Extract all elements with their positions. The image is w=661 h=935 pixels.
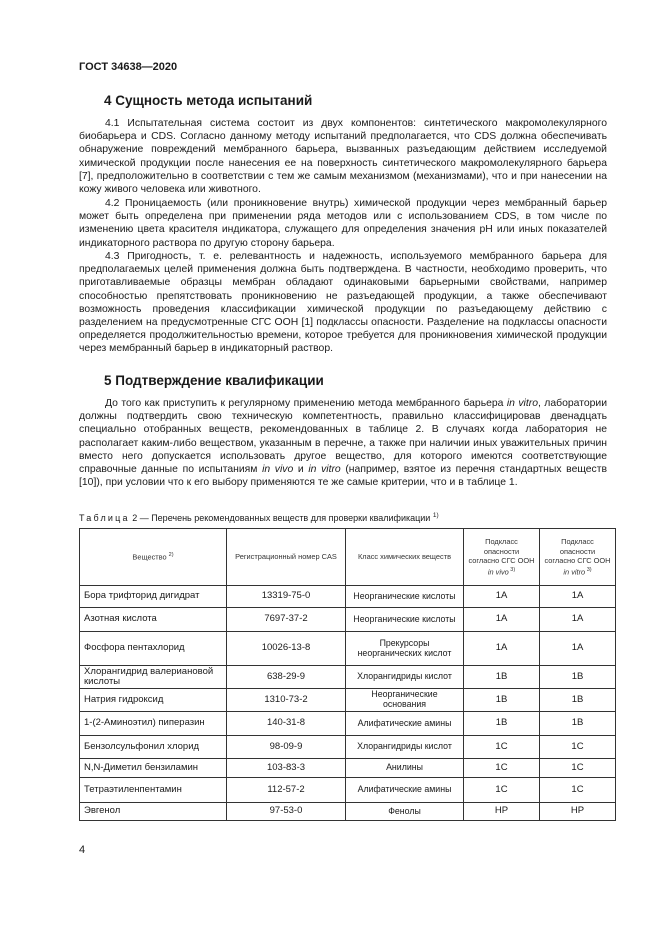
cell-cas: 1310-73-2 <box>227 689 346 712</box>
cell-substance: Хлорангидрид валериановой кислоты <box>80 666 227 689</box>
table-header-row <box>80 529 616 586</box>
cell-in-vitro: 1A <box>540 632 616 666</box>
substances-table <box>79 528 616 821</box>
cell-in-vivo: 1B <box>464 689 540 712</box>
cell-class: Неорганические основания <box>346 689 464 712</box>
p5-text-e: и <box>293 464 309 476</box>
cell-class: Неорганические кислоты <box>346 608 464 632</box>
cell-in-vitro: 1B <box>540 689 616 712</box>
header-vivo-text: Подкласс опасности согласно СГС ООН <box>468 537 535 566</box>
p5-italic-b: in vitro <box>506 398 538 409</box>
p5-text-a: До того как приступить к регулярному применению метода мембранного барьера <box>105 398 507 409</box>
header-substance <box>80 529 227 586</box>
cell-cas: 7697-37-2 <box>227 608 346 632</box>
table-row <box>80 803 616 821</box>
p5-text-c: , лаборатории должны подтвердить свою техническую компетентность, правильно классифицировав двенадцать специально отобранных веществ, рекомендованных в таблице 2. В случаях когда лаборатория не располагает каким-либо веществом, указанным в перечне, а также при наличии иных уважительных причин вместо него допускается использовать другое вещество, для которого имеются соответствующие справочные данные по испытаниям <box>79 398 607 476</box>
table-row <box>80 608 616 632</box>
cell-in-vivo: НР <box>464 803 540 821</box>
cell-in-vitro: 1B <box>540 712 616 736</box>
document-id: ГОСТ 34638—2020 <box>79 61 178 73</box>
header-vitro-text: Подкласс опасности согласно СГС ООН <box>544 537 611 566</box>
cell-in-vitro: 1C <box>540 736 616 759</box>
cell-substance: Тетраэтиленпентамин <box>80 778 227 803</box>
cell-class: Хлорангидриды кислот <box>346 666 464 689</box>
cell-class: Неорганические кислоты <box>346 586 464 608</box>
page-number: 4 <box>79 844 86 856</box>
cell-in-vivo: 1B <box>464 712 540 736</box>
p5-text-g: (например, взятое из перечня стандартных веществ [10]), при условии что к его выбору применяются те же самые критерии, что и в таблице 1. <box>79 464 608 489</box>
header-substance-text: Вещество <box>132 552 169 562</box>
header-cas: Регистрационный номер CAS <box>227 529 346 586</box>
paragraph-5 <box>79 397 607 489</box>
cell-in-vitro: 1A <box>540 586 616 608</box>
header-vivo-italic: in vivo <box>487 567 509 577</box>
cell-cas: 13319-75-0 <box>227 586 346 608</box>
header-vitro-note: 3) <box>585 566 592 573</box>
caption-note: 1) <box>432 512 439 519</box>
cell-class: Алифатические амины <box>346 712 464 736</box>
cell-cas: 98-09-9 <box>227 736 346 759</box>
section-4-title: 4 Сущность метода испытаний <box>104 93 313 108</box>
cell-substance: Бензолсульфонил хлорид <box>80 736 227 759</box>
cell-in-vitro: 1A <box>540 608 616 632</box>
table-row <box>80 632 616 666</box>
cell-substance: Эвгенол <box>80 803 227 821</box>
header-in-vitro <box>540 529 616 586</box>
cell-substance: Азотная кислота <box>80 608 227 632</box>
paragraph-4-3: 4.3 Пригодность, т. е. релевантность и надежность, используемого мембранного барьера для предполагаемых целей применения должна быть подтверждена. В частности, необходимо проверить, что приготавливаемые образцы мембран обладают одинаковыми барьерными свойствами, например способностью препятствовать проникновению не разъедающей продукции, а также обеспечивают возможность проведения классификации химической продукции по разъедающему действию с разделением на предусмотренные СГС ООН [1] подклассы опасности. Разделение на подклассы опасности определяется продолжительностью времени, которое требуется для проникновения химической продукции через мембранный барьер в индикаторный раствор. <box>79 251 607 355</box>
caption-text: 2 — Перечень рекомендованных веществ для проверки квалификации <box>129 513 433 523</box>
cell-in-vivo: 1C <box>464 759 540 778</box>
cell-in-vitro: 1B <box>540 666 616 689</box>
table-row <box>80 689 616 712</box>
cell-in-vivo: 1C <box>464 778 540 803</box>
table-row <box>80 778 616 803</box>
header-vivo-note: 3) <box>508 566 516 573</box>
table-row <box>80 712 616 736</box>
cell-substance: Натрия гидроксид <box>80 689 227 712</box>
cell-substance: Бора трифторид дигидрат <box>80 586 227 608</box>
cell-cas: 97-53-0 <box>227 803 346 821</box>
cell-in-vivo: 1A <box>464 632 540 666</box>
table-row <box>80 759 616 778</box>
table-caption <box>79 512 439 523</box>
cell-cas: 140-31-8 <box>227 712 346 736</box>
cell-cas: 112-57-2 <box>227 778 346 803</box>
cell-in-vivo: 1C <box>464 736 540 759</box>
table-row <box>80 736 616 759</box>
cell-cas: 10026-13-8 <box>227 632 346 666</box>
cell-class: Алифатические амины <box>346 778 464 803</box>
header-class: Класс химических веществ <box>346 529 464 586</box>
cell-substance: Фосфора пентахлорид <box>80 632 227 666</box>
p5-italic-d: in vivo <box>262 464 294 476</box>
cell-in-vitro: НР <box>540 803 616 821</box>
paragraph-4-1: 4.1 Испытательная система состоит из двух компонентов: синтетического макромолекулярного биобарьера и CDS. Согласно данному методу испытаний предполагается, что CDS должна обеспечивать обнаружение повреждений мембранного барьера, вызванных разъедающим действием исследуемой химической продукции после нанесения ее на поверхность синтетического макромолекулярного барьера [7], предположительно в соответствии с тем же самым механизмом (механизмами), что и при нанесении на кожу живого человека или животного. <box>79 118 607 196</box>
p5-italic-f: in vitro <box>308 464 341 476</box>
cell-class: Анилины <box>346 759 464 778</box>
cell-class: Хлорангидриды кислот <box>346 736 464 759</box>
header-vitro-italic: in vitro <box>563 567 586 577</box>
cell-in-vivo: 1A <box>464 608 540 632</box>
cell-substance: 1-(2-Аминоэтил) пиперазин <box>80 712 227 736</box>
cell-in-vivo: 1A <box>464 586 540 608</box>
table-row <box>80 586 616 608</box>
paragraph-4-2: 4.2 Проницаемость (или проникновение внутрь) химической продукции через мембранный барьер может быть определена при применении ряда методов или с использованием CDS, в том числе по изменению цвета красителя индикатора, служащего для определения значения pH или иных показателей индикаторного раствора по другую сторону барьера. <box>79 198 607 249</box>
section-5-title: 5 Подтверждение квалификации <box>104 373 324 388</box>
cell-class: Фенолы <box>346 803 464 821</box>
cell-cas: 638-29-9 <box>227 666 346 689</box>
cell-cas: 103-83-3 <box>227 759 346 778</box>
cell-class: Прекурсоры неорганических кислот <box>346 632 464 666</box>
table-row <box>80 666 616 689</box>
cell-in-vitro: 1C <box>540 759 616 778</box>
cell-in-vitro: 1C <box>540 778 616 803</box>
cell-in-vivo: 1B <box>464 666 540 689</box>
header-substance-note: 2) <box>168 552 174 559</box>
cell-substance: N,N-Диметил бензиламин <box>80 759 227 778</box>
header-in-vivo <box>464 529 540 586</box>
caption-word: Таблица <box>79 513 130 523</box>
